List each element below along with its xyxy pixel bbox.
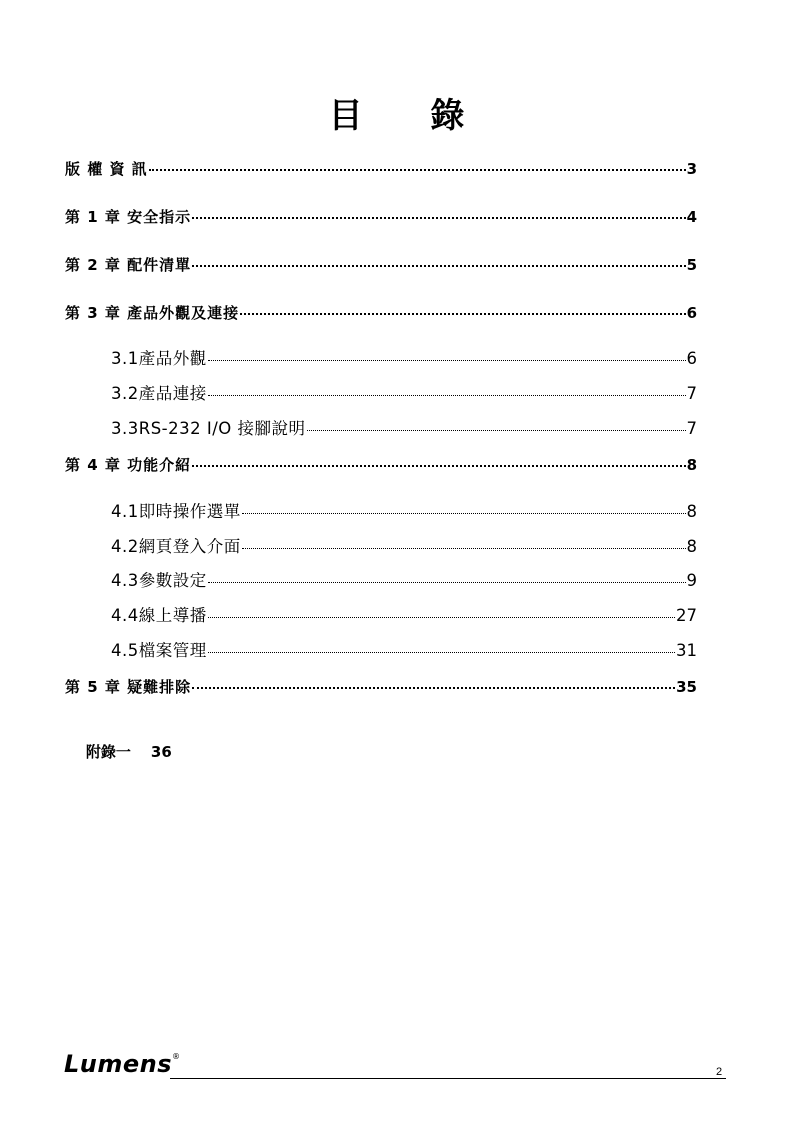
toc-entry-4-3[interactable]: [111, 567, 697, 589]
toc-entry-label: 4.1即時操作選單: [111, 502, 241, 521]
toc-entry-page: 27: [676, 606, 697, 625]
toc-entry-label: 4.3參數設定: [111, 571, 207, 590]
dot-leader: [208, 360, 686, 361]
toc-entry-4-1[interactable]: [111, 498, 697, 520]
registered-mark: ®: [172, 1052, 181, 1061]
toc-entry-label: 版 權 資 訊: [65, 160, 148, 178]
appendix-label: 附錄一: [85, 743, 131, 761]
toc-entry-chapter-3[interactable]: [65, 302, 697, 324]
toc-title: 目 錄: [328, 96, 493, 136]
toc-entry-label: 4.5檔案管理: [111, 641, 207, 660]
toc-entry-label: 第 1 章 安全指示: [65, 208, 192, 226]
toc-entry-chapter-2[interactable]: [65, 254, 697, 276]
toc-entry-chapter-5[interactable]: [65, 676, 697, 698]
dot-leader: [242, 548, 686, 549]
toc-entry-chapter-1[interactable]: [65, 206, 697, 228]
dot-leader: [192, 465, 685, 467]
toc-entry-chapter-4[interactable]: [65, 454, 697, 476]
toc-entry-3-2[interactable]: [111, 380, 697, 402]
toc-entry-page: 8: [686, 502, 697, 521]
dot-leader: [192, 217, 685, 219]
toc-entry-label: 第 3 章 產品外觀及連接: [65, 304, 240, 322]
toc-entry-page: 3: [686, 160, 697, 178]
toc-entry-label: 第 2 章 配件清單: [65, 256, 192, 274]
dot-leader: [208, 582, 686, 583]
dot-leader: [208, 617, 675, 618]
toc-entry-page: 7: [686, 384, 697, 403]
toc-entry-label: 第 5 章 疑難排除: [65, 678, 192, 696]
dot-leader: [208, 652, 675, 653]
dot-leader: [208, 395, 686, 396]
page-number: 2: [716, 1066, 723, 1078]
toc-entry-page: 7: [686, 419, 697, 438]
dot-leader: [149, 169, 686, 171]
toc-entry-appendix[interactable]: [65, 723, 172, 780]
toc-entry-label: 第 4 章 功能介紹: [65, 456, 192, 474]
logo-text: Lumens: [64, 1050, 173, 1078]
toc-entry-page: 4: [686, 208, 697, 226]
toc-entry-page: 9: [686, 571, 697, 590]
toc-entry-label: 4.4線上導播: [111, 606, 207, 625]
toc-entry-3-3[interactable]: [111, 415, 697, 437]
dot-leader: [307, 430, 686, 431]
toc-entry-label: 3.2產品連接: [111, 384, 207, 403]
toc-entry-page: 31: [676, 641, 697, 660]
toc-entry-page: 35: [676, 678, 697, 696]
toc-entry-4-5[interactable]: [111, 637, 697, 659]
dot-leader: [192, 687, 675, 689]
toc-entry-page: 6: [686, 349, 697, 368]
footer-divider: [170, 1078, 726, 1079]
toc-entry-page: 8: [686, 456, 697, 474]
toc-entry-3-1[interactable]: [111, 345, 697, 367]
dot-leader: [192, 265, 685, 267]
appendix-page: 36: [150, 743, 172, 761]
toc-entry-page: 5: [686, 256, 697, 274]
dot-leader: [240, 313, 685, 315]
toc-entry-label: 4.2網頁登入介面: [111, 537, 241, 556]
toc-entry-copyright[interactable]: [65, 158, 697, 180]
dot-leader: [242, 513, 686, 514]
toc-entry-page: 6: [686, 304, 697, 322]
toc-entry-label: 3.1產品外觀: [111, 349, 207, 368]
toc-entry-4-4[interactable]: [111, 602, 697, 624]
lumens-logo: [64, 1050, 181, 1078]
toc-entry-page: 8: [686, 537, 697, 556]
toc-entry-label: 3.3RS-232 I/O 接腳說明: [111, 419, 306, 438]
toc-entry-4-2[interactable]: [111, 533, 697, 555]
